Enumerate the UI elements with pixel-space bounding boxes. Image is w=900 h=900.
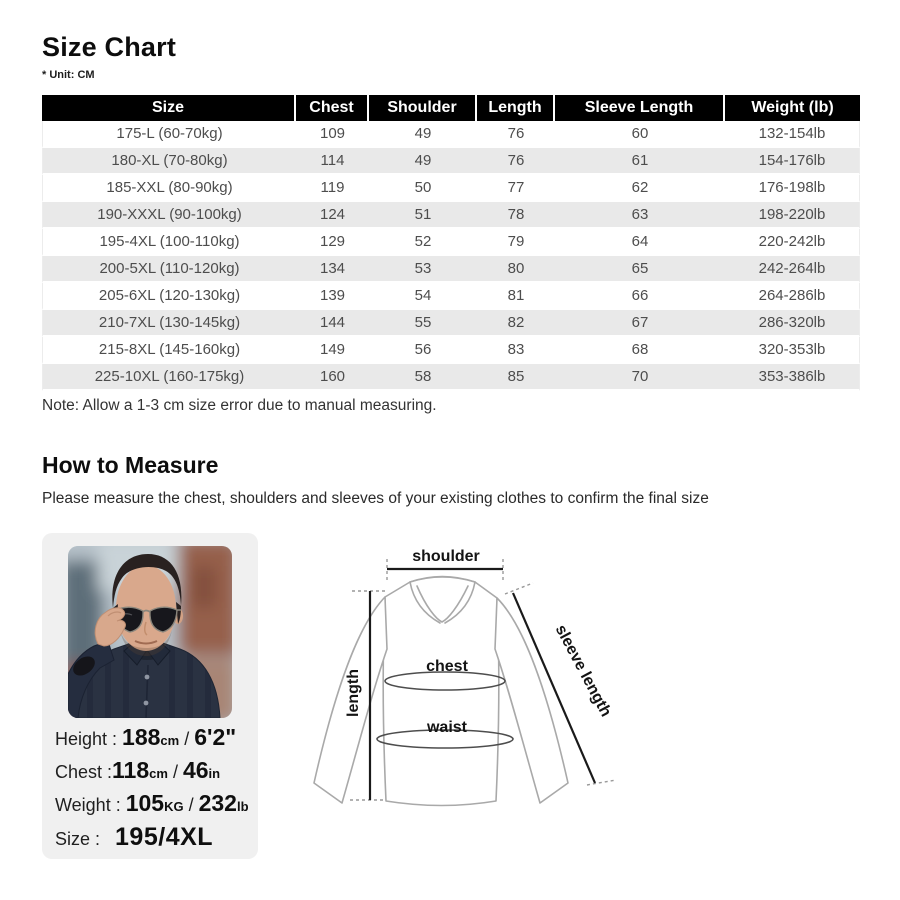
table-cell: 77: [477, 175, 555, 202]
table-cell: 79: [477, 229, 555, 256]
button: [144, 701, 149, 706]
measurement-segment: Size :: [55, 829, 106, 849]
table-cell: 198-220lb: [725, 202, 860, 229]
table-cell: 70: [555, 364, 725, 391]
table-cell: 114: [296, 148, 369, 175]
size-table-body: [42, 121, 860, 391]
how-to-measure-title: How to Measure: [42, 452, 219, 478]
table-cell: 68: [555, 337, 725, 364]
column-header-weight: Weight (lb): [725, 95, 860, 121]
table-cell: 210-7XL (130-145kg): [42, 310, 296, 337]
sleeve-length-label: sleeve length: [551, 622, 615, 720]
size-table: [42, 95, 860, 391]
model-photo: [68, 546, 232, 718]
table-cell: 190-XXXL (90-100kg): [42, 202, 296, 229]
page-title: Size Chart: [42, 32, 177, 62]
table-cell: 149: [296, 337, 369, 364]
size-table-header: [42, 95, 860, 121]
table-cell: 180-XL (70-80kg): [42, 148, 296, 175]
table-cell: 85: [477, 364, 555, 391]
sleeve-tick-top: [505, 583, 533, 594]
table-cell: 109: [296, 121, 369, 148]
table-cell: 134: [296, 256, 369, 283]
table-cell: 215-8XL (145-160kg): [42, 337, 296, 364]
column-header-shoulder: Shoulder: [369, 95, 477, 121]
table-cell: 220-242lb: [725, 229, 860, 256]
measurement-segment: in: [208, 766, 221, 781]
table-cell: 124: [296, 202, 369, 229]
waist-label: waist: [426, 719, 468, 736]
measurement-line: [55, 757, 255, 790]
measurement-segment: /: [183, 795, 199, 815]
table-cell: 80: [477, 256, 555, 283]
model-card: [42, 533, 258, 859]
measurement-segment: lb: [236, 799, 249, 814]
shoulder-label: shoulder: [412, 548, 480, 565]
table-cell: 154-176lb: [725, 148, 860, 175]
table-cell: 56: [369, 337, 477, 364]
table-cell: 139: [296, 283, 369, 310]
measurement-segment: KG: [164, 799, 184, 814]
table-cell: 286-320lb: [725, 310, 860, 337]
table-cell: 242-264lb: [725, 256, 860, 283]
table-cell: 62: [555, 175, 725, 202]
length-label: length: [345, 669, 362, 717]
measurement-segment: /: [167, 762, 183, 782]
table-cell: 58: [369, 364, 477, 391]
table-cell: 185-XXL (80-90kg): [42, 175, 296, 202]
measurement-segment: 232: [198, 790, 237, 816]
table-row: [42, 337, 860, 364]
measurement-line: [55, 724, 255, 757]
table-row: [42, 364, 860, 391]
sleeve-tick-bottom: [587, 780, 616, 785]
measurement-segment: Weight :: [55, 795, 126, 815]
table-cell: 320-353lb: [725, 337, 860, 364]
model-photo-illustration: [68, 546, 232, 718]
table-cell: 81: [477, 283, 555, 310]
table-cell: 51: [369, 202, 477, 229]
table-row: [42, 229, 860, 256]
table-cell: 160: [296, 364, 369, 391]
button: [145, 675, 150, 680]
table-cell: 144: [296, 310, 369, 337]
table-cell: 54: [369, 283, 477, 310]
measurement-segment: /: [179, 729, 195, 749]
table-row: [42, 175, 860, 202]
measurement-segment: 46: [182, 757, 209, 783]
table-cell: 53: [369, 256, 477, 283]
table-cell: 49: [369, 121, 477, 148]
table-cell: 76: [477, 148, 555, 175]
table-cell: 264-286lb: [725, 283, 860, 310]
table-cell: 176-198lb: [725, 175, 860, 202]
table-row: [42, 202, 860, 229]
table-cell: 83: [477, 337, 555, 364]
column-header-chest: Chest: [296, 95, 369, 121]
measurement-line: [55, 790, 255, 823]
chest-label: chest: [426, 658, 468, 675]
model-measurements: [55, 724, 255, 856]
table-cell: 63: [555, 202, 725, 229]
table-cell: 175-L (60-70kg): [42, 121, 296, 148]
table-cell: 205-6XL (120-130kg): [42, 283, 296, 310]
measurement-line: [55, 823, 255, 856]
column-header-size: Size: [42, 95, 296, 121]
shirt-diagram: [290, 535, 660, 875]
table-cell: 64: [555, 229, 725, 256]
unit-note: * Unit: CM: [42, 69, 95, 81]
measurement-segment: 105: [125, 790, 165, 816]
table-cell: 225-10XL (160-175kg): [42, 364, 296, 391]
table-cell: 61: [555, 148, 725, 175]
table-cell: 78: [477, 202, 555, 229]
measurement-segment: Height :: [55, 729, 123, 749]
table-row: [42, 310, 860, 337]
table-cell: 200-5XL (110-120kg): [42, 256, 296, 283]
table-row: [42, 121, 860, 148]
measurement-segment: 118: [112, 757, 150, 783]
measurement-segment: 188: [122, 724, 161, 750]
table-cell: 66: [555, 283, 725, 310]
measurement-segment: cm: [160, 733, 180, 748]
measure-diagram: [290, 535, 660, 875]
table-cell: 52: [369, 229, 477, 256]
table-note: Note: Allow a 1-3 cm size error due to manual measuring.: [42, 397, 437, 414]
measurement-segment: 6'2": [194, 724, 237, 750]
measurement-segment: 195/4XL: [115, 823, 214, 851]
table-row: [42, 283, 860, 310]
table-cell: 353-386lb: [725, 364, 860, 391]
table-cell: 82: [477, 310, 555, 337]
table-cell: 132-154lb: [725, 121, 860, 148]
column-header-sleeve-length: Sleeve Length: [555, 95, 725, 121]
table-cell: 195-4XL (100-110kg): [42, 229, 296, 256]
table-cell: 49: [369, 148, 477, 175]
table-cell: 76: [477, 121, 555, 148]
table-cell: 55: [369, 310, 477, 337]
table-cell: 67: [555, 310, 725, 337]
table-cell: 60: [555, 121, 725, 148]
shirt-body: [383, 577, 499, 806]
table-row: [42, 256, 860, 283]
measurement-segment: Chest :: [55, 762, 113, 782]
table-cell: 50: [369, 175, 477, 202]
table-cell: 119: [296, 175, 369, 202]
measurement-segment: cm: [149, 766, 168, 781]
table-row: [42, 148, 860, 175]
column-header-length: Length: [477, 95, 555, 121]
table-cell: 65: [555, 256, 725, 283]
how-to-measure-description: Please measure the chest, shoulders and sleeves of your existing clothes to confirm the final size: [42, 490, 709, 507]
table-cell: 129: [296, 229, 369, 256]
